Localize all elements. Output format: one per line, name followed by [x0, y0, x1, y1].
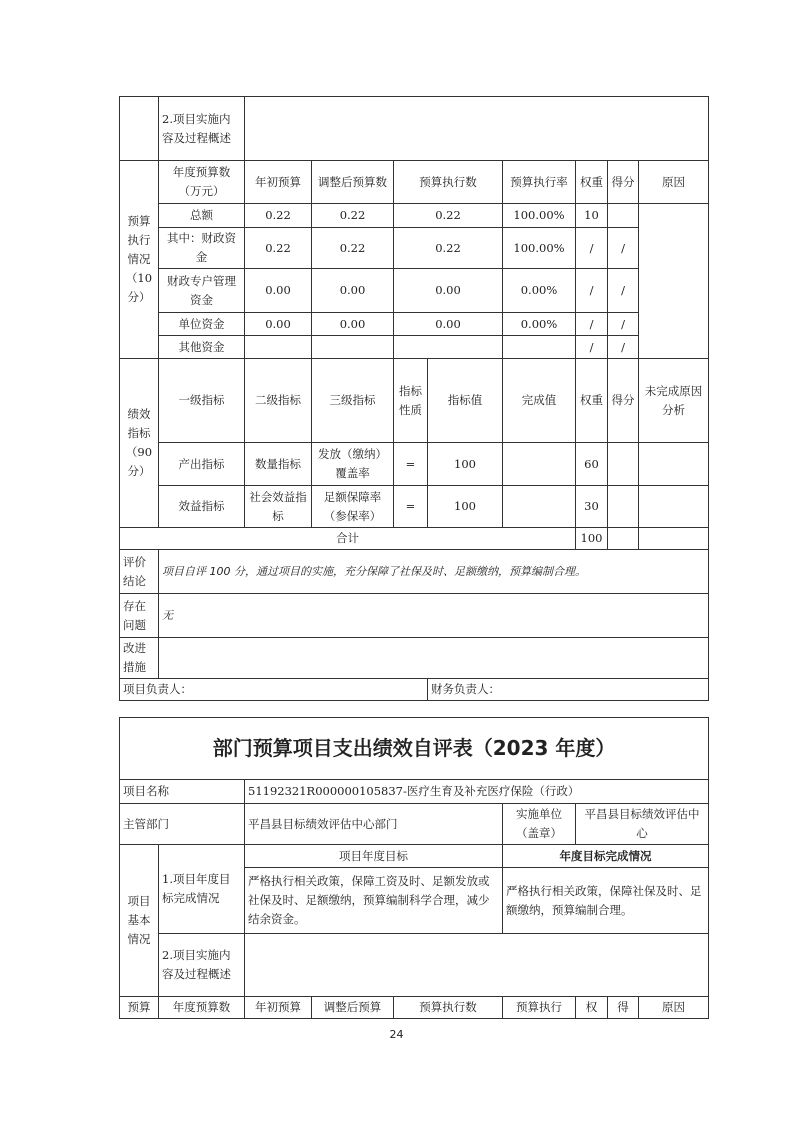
problems-text: 无	[159, 594, 709, 638]
goal-text: 严格执行相关政策，保障工资及时、足额发放或社保及时、足额缴纳，预算编制科学合理，减少结余资金。	[245, 868, 503, 934]
perf-row: 产出指标 数量指标 发放（缴纳）覆盖率 = 100 60	[120, 443, 709, 486]
conclusion-label: 评价结论	[120, 550, 159, 594]
header-cell: 原因	[639, 161, 709, 204]
impl-label: 2.项目实施内容及过程概述	[159, 97, 245, 161]
problems-label: 存在问题	[120, 594, 159, 638]
header-cell: 一级指标	[159, 359, 245, 443]
goal-label: 1.项目年度目标完成情况	[159, 845, 245, 934]
dept-label: 主管部门	[120, 804, 245, 845]
unit-label: 实施单位（盖章）	[503, 804, 576, 845]
header-cell: 年度预算数（万元）	[159, 161, 245, 204]
perf-section-label: 绩效指标（90分）	[120, 359, 159, 528]
header-cell: 三级指标	[312, 359, 394, 443]
header-cell: 年初预算	[245, 161, 312, 204]
done-text: 严格执行相关政策，保障社保及时、足额缴纳，预算编制合理。	[503, 868, 709, 934]
evaluation-table-continued	[119, 96, 709, 701]
evaluation-table	[119, 717, 709, 1019]
improve-label: 改进措施	[120, 638, 159, 679]
perf-row: 效益指标 社会效益指标 足额保障率（参保率） = 100 30	[120, 486, 709, 528]
table-title: 部门预算项目支出绩效自评表（2023 年度）	[120, 718, 709, 780]
header-cell: 权重	[576, 359, 608, 443]
header-cell: 预算执行率	[503, 161, 576, 204]
unit-value: 平昌县目标绩效评估中心	[576, 804, 709, 845]
improve-text	[159, 638, 709, 679]
impl-label: 2.项目实施内容及过程概述	[159, 934, 245, 997]
header-cell: 指标值	[428, 359, 503, 443]
header-cell: 二级指标	[245, 359, 312, 443]
project-manager-label: 项目负责人：	[120, 679, 428, 701]
basic-label: 项目基本情况	[120, 845, 159, 997]
budget-section-label: 预算执行情况（10分）	[120, 161, 159, 359]
header-cell: 得分	[608, 359, 639, 443]
total-row: 合计 100	[120, 528, 709, 550]
done-header: 年度目标完成情况	[503, 845, 709, 868]
budget-row: 财政专户管理资金 0.00 0.00 0.00 0.00% / /	[120, 269, 709, 313]
reason-cell	[639, 204, 709, 359]
header-cell: 未完成原因分析	[639, 359, 709, 443]
header-cell: 预算执行数	[394, 161, 503, 204]
header-cell: 完成值	[503, 359, 576, 443]
header-cell: 调整后预算数	[312, 161, 394, 204]
budget-row: 其他资金 / /	[120, 336, 709, 359]
project-name-label: 项目名称	[120, 780, 245, 804]
conclusion-text: 项目自评 100 分，通过项目的实施，充分保障了社保及时、足额缴纳，预算编制合理。	[159, 550, 709, 594]
budget-header-row: 预算 年度预算数 年初预算 调整后预算 预算执行数 预算执行 权 得 原因	[120, 997, 709, 1019]
finance-manager-label: 财务负责人：	[428, 679, 709, 701]
budget-row: 其中：财政资金 0.22 0.22 0.22 100.00% / /	[120, 228, 709, 269]
impl-content	[245, 97, 709, 161]
project-name: 51192321R000000105837-医疗生育及补充医疗保险（行政）	[245, 780, 709, 804]
header-cell: 指标性质	[394, 359, 428, 443]
budget-row: 单位资金 0.00 0.00 0.00 0.00% / /	[120, 313, 709, 336]
goal-header: 项目年度目标	[245, 845, 503, 868]
page-number: 24	[389, 1028, 404, 1041]
dept-value: 平昌县目标绩效评估中心部门	[245, 804, 503, 845]
header-cell: 得分	[608, 161, 639, 204]
header-cell: 权重	[576, 161, 608, 204]
budget-row: 总额 0.22 0.22 0.22 100.00% 10	[120, 204, 709, 228]
